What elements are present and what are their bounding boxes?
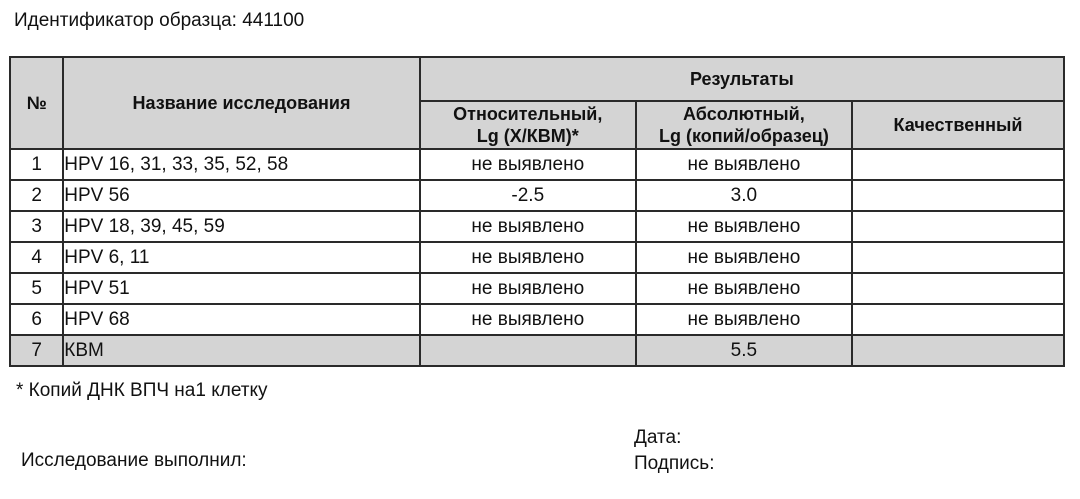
table-row	[10, 211, 1064, 242]
row-absolute: не выявлено	[636, 304, 852, 335]
row-qualitative	[852, 242, 1064, 273]
table-row	[10, 304, 1064, 335]
performed-by-label: Исследование выполнил:	[21, 450, 247, 471]
row-relative	[420, 335, 636, 366]
row-num: 2	[10, 180, 63, 211]
col-header-results: Результаты	[420, 57, 1064, 101]
row-name: HPV 18, 39, 45, 59	[63, 211, 419, 242]
row-name: HPV 56	[63, 180, 419, 211]
row-qualitative	[852, 149, 1064, 180]
row-num: 3	[10, 211, 63, 242]
row-num: 6	[10, 304, 63, 335]
col-header-relative-line2: Lg (X/КВМ)*	[476, 126, 579, 146]
row-absolute: не выявлено	[636, 273, 852, 304]
row-num: 4	[10, 242, 63, 273]
row-name: HPV 16, 31, 33, 35, 52, 58	[63, 149, 419, 180]
results-table	[9, 56, 1065, 367]
row-qualitative	[852, 211, 1064, 242]
row-relative: не выявлено	[420, 149, 636, 180]
col-header-absolute-line2: Lg (копий/образец)	[658, 126, 829, 146]
signature-label: Подпись:	[634, 453, 715, 474]
table-row	[10, 273, 1064, 304]
row-relative: -2.5	[420, 180, 636, 211]
row-absolute: не выявлено	[636, 149, 852, 180]
row-num: 5	[10, 273, 63, 304]
row-absolute: не выявлено	[636, 211, 852, 242]
row-num: 1	[10, 149, 63, 180]
row-absolute: не выявлено	[636, 242, 852, 273]
row-name: КВМ	[63, 335, 419, 366]
date-label: Дата:	[634, 427, 682, 448]
table-row-kvm	[10, 335, 1064, 366]
row-relative: не выявлено	[420, 273, 636, 304]
row-name: HPV 68	[63, 304, 419, 335]
col-header-relative-line1: Относительный,	[453, 104, 603, 124]
row-relative: не выявлено	[420, 304, 636, 335]
row-qualitative	[852, 273, 1064, 304]
col-header-qualitative: Качественный	[852, 101, 1064, 149]
row-absolute: 3.0	[636, 180, 852, 211]
footnote: * Копий ДНК ВПЧ на1 клетку	[16, 380, 268, 401]
col-header-relative	[420, 101, 636, 149]
row-qualitative	[852, 335, 1064, 366]
table-row	[10, 180, 1064, 211]
row-qualitative	[852, 180, 1064, 211]
row-num: 7	[10, 335, 63, 366]
col-header-absolute	[636, 101, 852, 149]
row-absolute: 5.5	[636, 335, 852, 366]
row-name: HPV 6, 11	[63, 242, 419, 273]
table-row	[10, 242, 1064, 273]
col-header-num: №	[10, 57, 63, 149]
row-relative: не выявлено	[420, 242, 636, 273]
sample-id: Идентификатор образца: 441100	[14, 10, 305, 31]
row-relative: не выявлено	[420, 211, 636, 242]
row-qualitative	[852, 304, 1064, 335]
table-row	[10, 149, 1064, 180]
col-header-absolute-line1: Абсолютный,	[683, 104, 805, 124]
col-header-name: Название исследования	[63, 57, 419, 149]
row-name: HPV 51	[63, 273, 419, 304]
